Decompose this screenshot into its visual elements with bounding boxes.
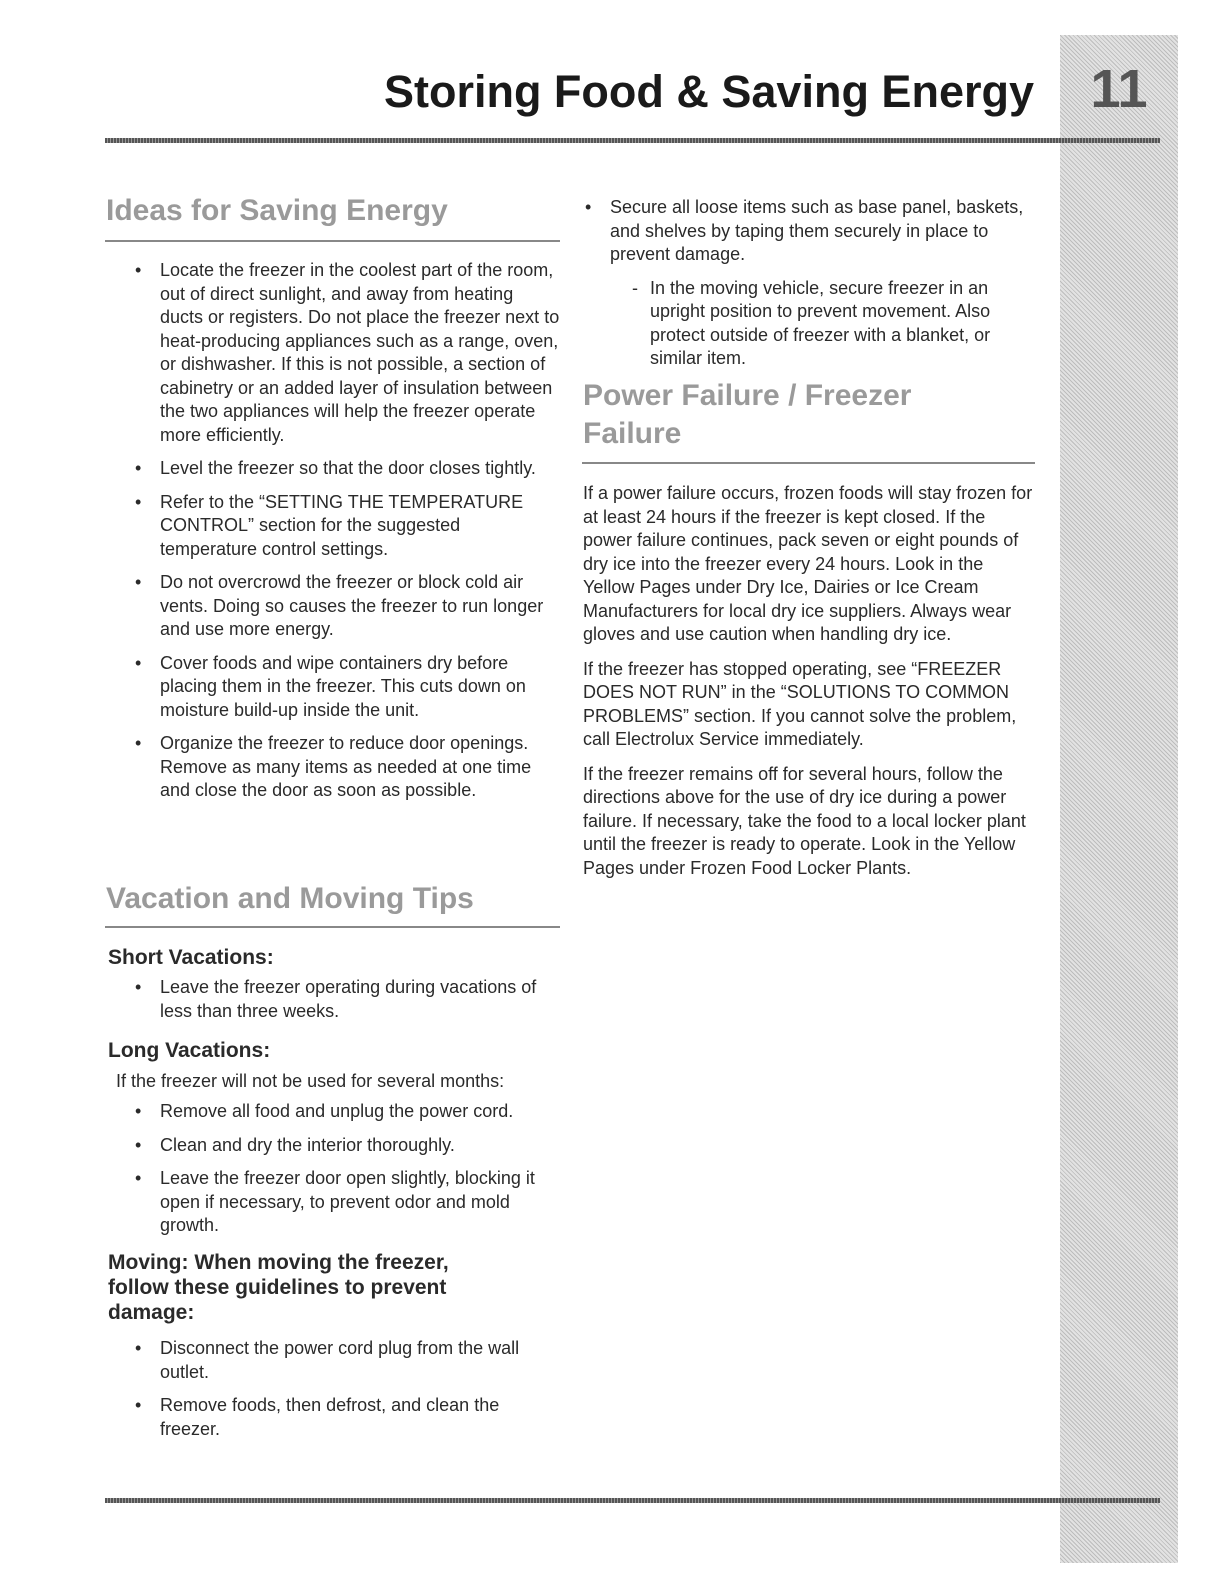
short-vacations-heading: Short Vacations:: [108, 946, 274, 969]
short-vacations-body: [105, 976, 560, 1033]
long-vacations-body: [105, 1100, 560, 1248]
list-item: • Leave the freezer operating during vacations of less than three weeks.: [105, 976, 560, 1023]
moving-heading: Moving: When moving the freezer, follow these guidelines to prevent damage:: [108, 1251, 449, 1324]
list-sub-item: - In the moving vehicle, secure freezer in an upright position to prevent movement. Also protect outside of freezer with a blanket, or similar item.: [610, 277, 1037, 371]
vacation-rule: [105, 926, 560, 928]
ideas-list: [105, 259, 560, 803]
power-rule: [582, 462, 1035, 464]
list-item: • Level the freezer so that the door closes tightly.: [105, 457, 560, 481]
vacation-heading: Vacation and Moving Tips: [106, 882, 474, 915]
list-item: • Refer to the “SETTING THE TEMPERATURE CONTROL” section for the suggested temperature control settings.: [105, 491, 560, 562]
list-item: • Disconnect the power cord plug from the wall outlet.: [105, 1337, 560, 1384]
power-heading: Power Failure / Freezer Failure: [583, 379, 912, 450]
list-item: • Organize the freezer to reduce door openings. Remove as many items as needed at one time and close the door as soon as possible.: [105, 732, 560, 803]
list-item: • Do not overcrowd the freezer or block cold air vents. Doing so causes the freezer to run longer and use more energy.: [105, 571, 560, 642]
list-item: • Remove all food and unplug the power cord.: [105, 1100, 560, 1124]
ideas-list-container: [105, 259, 560, 813]
list-item: • Remove foods, then defrost, and clean the freezer.: [105, 1394, 560, 1441]
long-vacations-intro: If the freezer will not be used for several months:: [116, 1071, 505, 1091]
list-item: • Locate the freezer in the coolest part of the room, out of direct sunlight, and away from heating ducts or registers. Do not place the freezer next to heat-producing appliances such as a range, oven, or dishwasher. If this is not possible, a section of cabinetry or an added layer of insulation between the two appliances will help the freezer operate more efficiently.: [105, 259, 560, 447]
power-body: [583, 482, 1033, 891]
moving-body: [105, 1337, 560, 1451]
header-rule: [105, 138, 1160, 143]
ideas-heading: Ideas for Saving Energy: [106, 194, 448, 227]
long-vacations-heading: Long Vacations:: [108, 1039, 271, 1062]
paragraph: If the freezer remains off for several hours, follow the directions above for the use of dry ice during a power failure. If necessary, take the food to a local locker plant until the freezer is ready to operate. Look in the Yellow Pages under Frozen Food Locker Plants.: [583, 763, 1026, 878]
list-item: • Leave the freezer door open slightly, blocking it open if necessary, to prevent odor and mold growth.: [105, 1167, 560, 1238]
page-tab-sidebar: [1060, 35, 1178, 1563]
moving-body-continued: [555, 196, 1037, 381]
page-title: Storing Food & Saving Energy: [383, 66, 1034, 117]
list-item: • Cover foods and wipe containers dry before placing them in the freezer. This cuts down on moisture build-up inside the unit.: [105, 652, 560, 723]
list-item: • Secure all loose items such as base panel, baskets, and shelves by taping them securely in place to prevent damage.: [555, 196, 1037, 267]
footer-rule: [105, 1498, 1160, 1503]
list-item: • Clean and dry the interior thoroughly.: [105, 1134, 560, 1158]
ideas-rule: [105, 240, 560, 242]
paragraph: If a power failure occurs, frozen foods will stay frozen for at least 24 hours if the freezer is kept closed. If the power failure continues, pack seven or eight pounds of dry ice into the freezer every 24 hours. Look in the Yellow Pages under Dry Ice, Dairies or Ice Cream Manufacturers for local dry ice suppliers. Always wear gloves and use caution when handling dry ice.: [583, 483, 1033, 644]
paragraph: If the freezer has stopped operating, see “FREEZER DOES NOT RUN” in the “SOLUTIONS TO COMMON PROBLEMS” section. If you cannot solve the problem, call Electrolux Service immediately.: [583, 658, 1017, 749]
page-number: 11: [1090, 59, 1148, 119]
